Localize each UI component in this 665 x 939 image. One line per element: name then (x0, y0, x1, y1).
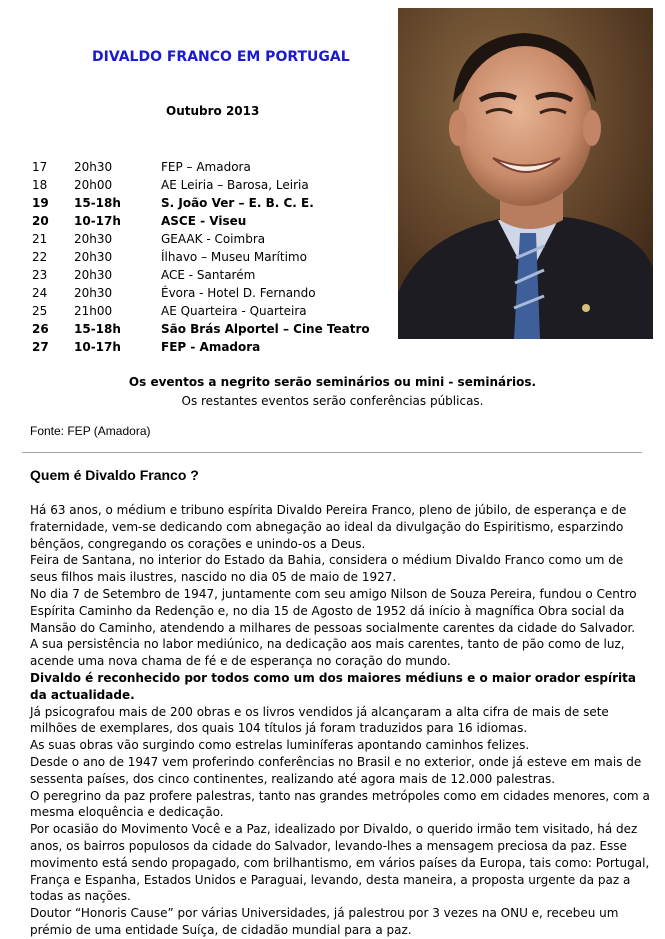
schedule-row (32, 158, 401, 176)
event-venue: Évora - Hotel D. Fernando (161, 286, 316, 300)
event-venue: ASCE - Viseu (161, 214, 247, 228)
event-time: 10-17h (74, 340, 121, 354)
event-day: 27 (32, 340, 49, 354)
bio-paragraph: Já psicografou mais de 200 obras e os livros vendidos já alcançaram a alta cifra de mais de sete milhões de exemplares, dos quais 104 títulos já foram traduzidos para 16 idiomas. (30, 704, 609, 736)
schedule-row (32, 194, 401, 212)
event-day: 20 (32, 214, 49, 228)
event-venue: AE Leiria – Barosa, Leiria (161, 178, 309, 192)
event-day: 25 (32, 304, 48, 318)
schedule-row (32, 302, 401, 320)
event-time: 20h30 (74, 160, 113, 174)
event-day: 22 (32, 250, 48, 264)
event-venue: FEP – Amadora (161, 160, 251, 174)
event-time: 20h30 (74, 232, 113, 246)
event-venue: FEP - Amadora (161, 340, 261, 354)
event-time: 15-18h (74, 196, 121, 210)
event-day: 19 (32, 196, 49, 210)
schedule-row (32, 266, 401, 284)
event-time: 21h00 (74, 304, 113, 318)
page-title: DIVALDO FRANCO EM PORTUGAL (92, 49, 350, 65)
event-day: 17 (32, 160, 48, 174)
bio-paragraph: A sua persistência no labor mediúnico, na dedicação aos mais carentes, tanto de pão como de luz, acende uma nova chama de fé e de esperança no coração do mundo. (30, 637, 625, 669)
event-time: 20h30 (74, 268, 113, 282)
bio-paragraph-highlight: Divaldo é reconhecido por todos como um dos maiores médiuns e o maior orador espírita da actualidade. (30, 670, 636, 702)
event-day: 26 (32, 322, 49, 336)
event-day: 18 (32, 178, 48, 192)
bio-paragraph: Feira de Santana, no interior do Estado da Bahia, considera o médium Divaldo Franco como um de seus filhos mais ilustres, nascido no dia 05 de maio de 1927. (30, 553, 624, 585)
schedule-row (32, 320, 401, 338)
biography (30, 502, 650, 939)
bio-paragraph: Desde o ano de 1947 vem proferindo conferências no Brasil e no exterior, onde já esteve em mais de sessenta países, dos cinco continentes, realizando até agora mais de 12.000 palestras. (30, 754, 642, 786)
bio-paragraph: Há 63 anos, o médium e tribuno espírita Divaldo Pereira Franco, pleno de júbilo, de esperança e de fraternidade, vem-se dedicando com abnegação ao ideal da divulgação do Espiritismo, esparzindo bênçãos, congregando os corações e unindo-os a Deus. (30, 503, 627, 551)
event-day: 24 (32, 286, 48, 300)
schedule-row (32, 212, 401, 230)
note-conferences: Os restantes eventos serão conferências públicas. (181, 394, 484, 408)
event-venue: ACE - Santarém (161, 268, 256, 282)
schedule-row (32, 284, 401, 302)
event-venue: GEAAK - Coimbra (161, 232, 266, 246)
bio-paragraph: O peregrino da paz profere palestras, tanto nas grandes metrópoles como em cidades menores, com a mesma eloquência e dedicação. (30, 788, 650, 820)
bio-heading: Quem é Divaldo Franco ? (30, 467, 199, 483)
event-venue: Ílhavo – Museu Marítimo (161, 250, 307, 264)
event-time: 15-18h (74, 322, 121, 336)
event-time: 10-17h (74, 214, 121, 228)
schedule-row (32, 338, 401, 356)
event-day: 21 (32, 232, 48, 246)
schedule-row (32, 248, 401, 266)
schedule-row (32, 230, 401, 248)
event-schedule (32, 158, 401, 356)
event-venue: S. João Ver – E. B. C. E. (161, 196, 314, 210)
event-time: 20h30 (74, 250, 113, 264)
month-label: Outubro 2013 (166, 104, 260, 118)
event-venue: São Brás Alportel – Cine Teatro (161, 322, 370, 336)
bio-paragraph: No dia 7 de Setembro de 1947, juntamente com seu amigo Nilson de Souza Pereira, fundou o Centro Espírita Caminho da Redenção e, no dia 15 de Agosto de 1952 dá início à magnífica Obra social da Mansão do Caminho, atendendo a milhares de pessoas socialmente carentes da cidade do Salvador. (30, 586, 637, 635)
event-venue: AE Quarteira - Quarteira (161, 304, 307, 318)
event-time: 20h00 (74, 178, 113, 192)
note-seminars: Os eventos a negrito serão seminários ou mini - seminários. (128, 375, 537, 389)
bio-paragraph: As suas obras vão surgindo como estrelas luminíferas apontando caminhos felizes. (30, 738, 530, 753)
bio-paragraph: Por ocasião do Movimento Você e a Paz, idealizado por Divaldo, o querido irmão tem visitado, há dez anos, os bairros populosos da cidade do Salvador, levando-lhes a mensagem preciosa da paz. Esse movimento está sendo propagado, com brilhantismo, em vários países da Europa, tais como: Portugal, França e Espanha, Estados Unidos e Paraguai, levando, desta maneira, a proposta urgente da paz a todas as nações. (30, 822, 650, 904)
event-time: 20h30 (74, 286, 113, 300)
bio-paragraph: Doutor “Honoris Cause” por várias Universidades, já palestrou por 3 vezes na ONU e, recebeu um prémio de uma entidade Suíça, de cidadão mundial para a paz. (30, 906, 619, 937)
event-day: 23 (32, 268, 48, 282)
source-credit: Fonte: FEP (Amadora) (30, 424, 151, 438)
portrait-photo (398, 8, 653, 339)
schedule-row (32, 176, 401, 194)
section-divider (22, 452, 642, 453)
